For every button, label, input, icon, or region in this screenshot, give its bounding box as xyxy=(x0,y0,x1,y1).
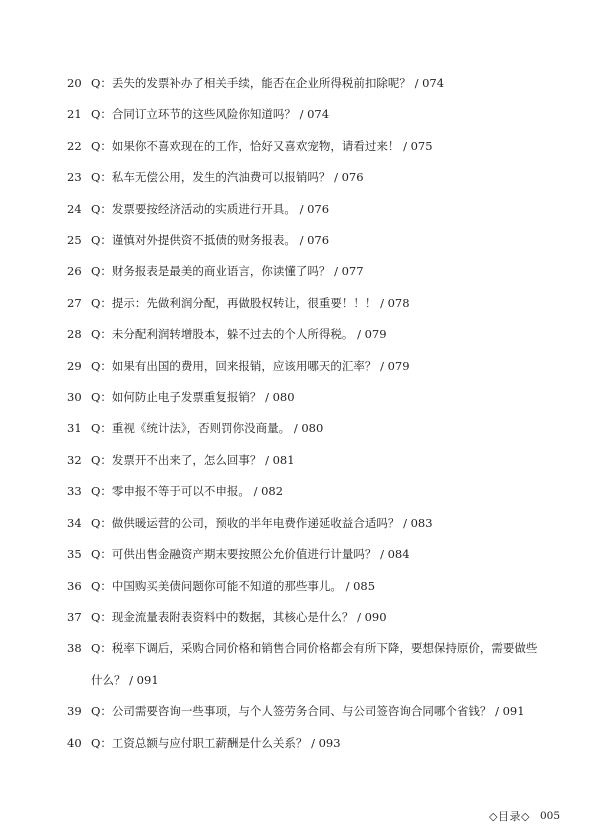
contents-label: ◇目录◇ xyxy=(489,810,530,823)
toc-entry[interactable] xyxy=(0,131,605,162)
entry-number: 40 xyxy=(67,735,82,750)
table-of-contents xyxy=(0,68,605,759)
entry-title[interactable]: Q：财务报表是最美的商业语言，你读懂了吗？ / 077 xyxy=(91,264,364,279)
entry-number: 23 xyxy=(67,170,82,185)
entry-number: 28 xyxy=(67,327,82,342)
page-number: 005 xyxy=(539,810,560,822)
toc-entry[interactable] xyxy=(0,633,605,696)
entry-number: 31 xyxy=(67,421,82,436)
entry-title[interactable]: Q：提示：先做利润分配，再做股权转让，很重要！！！ / 078 xyxy=(91,295,410,310)
toc-entry[interactable] xyxy=(0,602,605,633)
toc-entry[interactable] xyxy=(0,413,605,444)
entry-title[interactable]: Q：中国购买美债问题你可能不知道的那些事儿。 / 085 xyxy=(91,578,376,593)
entry-number: 34 xyxy=(67,515,82,530)
entry-title[interactable]: Q：可供出售金融资产期末要按照公允价值进行计量吗？ / 084 xyxy=(91,547,410,562)
toc-entry[interactable] xyxy=(0,99,605,130)
toc-entry[interactable] xyxy=(0,476,605,507)
entry-title[interactable]: Q：发票开不出来了，怎么回事？ / 081 xyxy=(91,452,295,467)
entry-title[interactable]: Q：重视《统计法》，否则罚你没商量。 / 080 xyxy=(91,421,324,436)
entry-number: 27 xyxy=(67,295,82,310)
entry-number: 29 xyxy=(67,358,82,373)
entry-title[interactable]: Q：未分配利润转增股本，躲不过去的个人所得税。 / 079 xyxy=(91,327,387,342)
toc-entry[interactable] xyxy=(0,696,605,727)
entry-number: 24 xyxy=(67,201,82,216)
entry-title[interactable]: Q：零申报不等于可以不申报。 / 082 xyxy=(91,484,284,499)
entry-title[interactable]: Q：丢失的发票补办了相关手续，能否在企业所得税前扣除呢？ / 074 xyxy=(91,76,445,90)
entry-number: 30 xyxy=(67,390,82,405)
toc-entry[interactable] xyxy=(0,539,605,570)
toc-entry[interactable] xyxy=(0,571,605,602)
toc-entry[interactable] xyxy=(0,68,605,99)
toc-entry[interactable] xyxy=(0,319,605,350)
entry-number: 36 xyxy=(67,578,82,593)
entry-title[interactable]: Q：公司需要咨询一些事项，与个人签劳务合同、与公司签咨询合同哪个省钱？ / 091 xyxy=(91,704,525,719)
toc-entry[interactable] xyxy=(0,351,605,382)
entry-title[interactable]: Q：如果有出国的费用，回来报销，应该用哪天的汇率？ / 079 xyxy=(91,358,410,373)
entry-number: 25 xyxy=(67,233,82,248)
entry-title[interactable]: Q：如何防止电子发票重复报销？ / 080 xyxy=(91,390,295,405)
entry-number: 37 xyxy=(67,609,82,624)
toc-entry[interactable] xyxy=(0,162,605,193)
entry-title[interactable]: Q：现金流量表附表资料中的数据，其核心是什么？ / 090 xyxy=(91,609,387,624)
entry-number: 33 xyxy=(67,484,82,499)
entry-title[interactable]: Q：发票要按经济活动的实质进行开具。 / 076 xyxy=(91,201,330,216)
toc-entry[interactable] xyxy=(0,288,605,319)
toc-entry[interactable] xyxy=(0,508,605,539)
entry-number: 21 xyxy=(67,107,82,122)
toc-entry[interactable] xyxy=(0,728,605,759)
entry-title[interactable]: Q：工资总额与应付职工薪酬是什么关系？ / 093 xyxy=(91,735,341,750)
page-footer xyxy=(489,808,560,824)
toc-entry[interactable] xyxy=(0,225,605,256)
toc-entry[interactable] xyxy=(0,194,605,225)
entry-number: 26 xyxy=(67,264,82,279)
entry-title[interactable]: Q：做供暖运营的公司，预收的半年电费作递延收益合适吗？ / 083 xyxy=(91,515,433,530)
entry-number: 39 xyxy=(67,704,82,719)
entry-number: 32 xyxy=(67,452,82,467)
entry-number: 20 xyxy=(67,76,82,90)
entry-title[interactable]: Q：私车无偿公用，发生的汽油费可以报销吗？ / 076 xyxy=(91,170,364,185)
entry-title[interactable]: Q：税率下调后，采购合同价格和销售合同价格都会有所下降，要想保持原价，需要做些什么？ / 091 xyxy=(91,641,538,687)
entry-number: 35 xyxy=(67,547,82,562)
entry-title[interactable]: Q：合同订立环节的这些风险你知道吗？ / 074 xyxy=(91,107,330,122)
toc-entry[interactable] xyxy=(0,445,605,476)
toc-entry[interactable] xyxy=(0,256,605,287)
entry-number: 22 xyxy=(67,138,82,153)
entry-title[interactable]: Q：如果你不喜欢现在的工作，恰好又喜欢宠物，请看过来！ / 075 xyxy=(91,138,433,153)
entry-title[interactable]: Q：谨慎对外提供资不抵债的财务报表。 / 076 xyxy=(91,233,330,248)
toc-entry[interactable] xyxy=(0,382,605,413)
entry-number: 38 xyxy=(67,641,82,656)
